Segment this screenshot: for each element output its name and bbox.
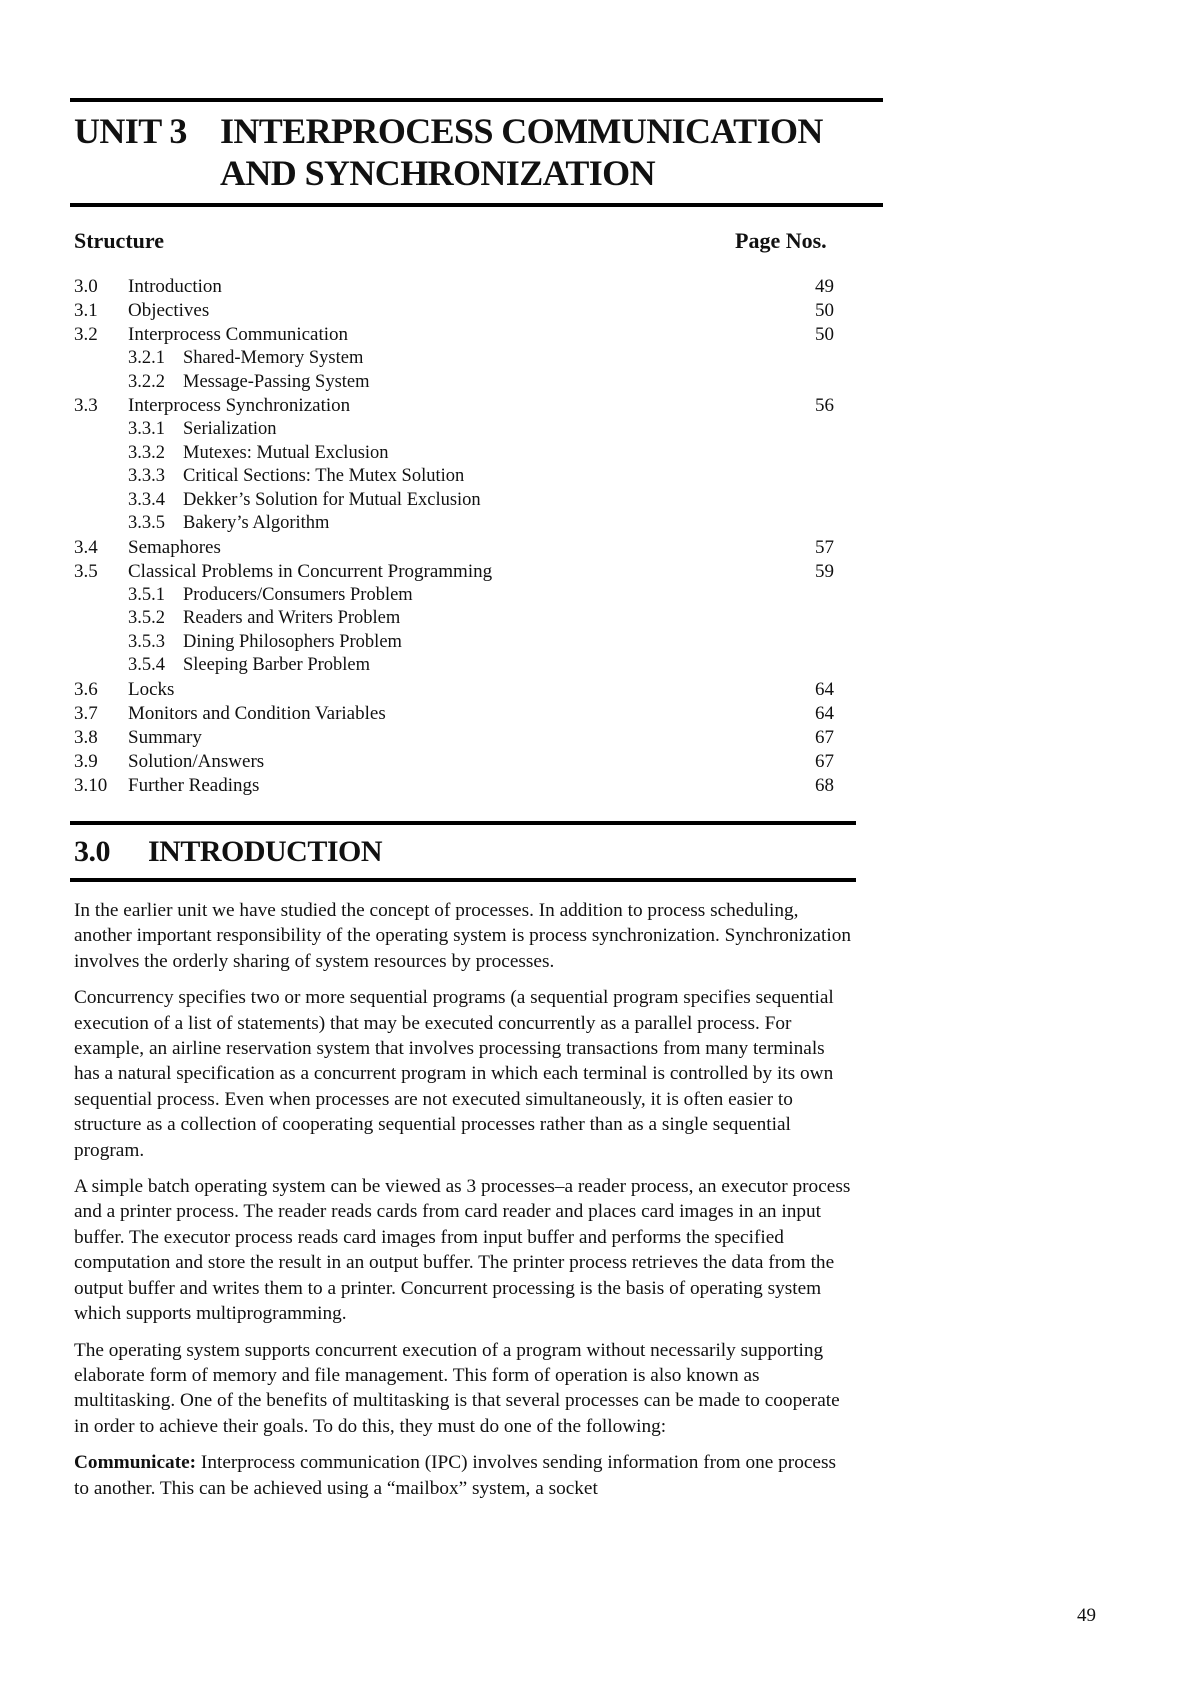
toc-item	[74, 584, 834, 608]
toc-item	[74, 371, 834, 395]
toc-item-number: 3.1	[74, 300, 98, 321]
toc-item	[74, 536, 834, 560]
toc-item-page: 57	[815, 536, 834, 558]
toc-item-title: Locks	[128, 678, 175, 700]
paragraph: A simple batch operating system can be viewed as 3 processes–a reader process, an executor process and a printer process. The reader reads cards from card reader and places card images in an input buffer. The executor process reads card images from input buffer and performs the specified computation and store the result in an output buffer. The printer process retrieves the data from the output buffer and writes them to a printer. Concurrent processing is the basis of operating system which supports multiprogramming.	[74, 1176, 851, 1325]
toc-item-page: 67	[815, 726, 834, 748]
toc-item-number: 3.3.3	[128, 466, 165, 486]
section-title: INTRODUCTION	[148, 835, 383, 868]
toc-item-number: 3.5.1	[128, 584, 165, 605]
toc-item	[74, 489, 834, 513]
toc-item-page: 64	[815, 678, 834, 700]
toc-item-title: Further Readings	[128, 774, 260, 796]
toc-item	[74, 299, 834, 323]
toc-item-title: Classical Problems in Concurrent Programming	[128, 560, 493, 582]
toc-item-title: Interprocess Communication	[128, 324, 349, 345]
toc-item-title: Critical Sections: The Mutex Solution	[183, 466, 465, 486]
paragraph: In the earlier unit we have studied the concept of processes. In addition to process scheduling, another important responsibility of the operating system is process synchronization. Synchronization involves the orderly sharing of system resources by processes.	[74, 900, 851, 972]
toc-item-number: 3.5.3	[128, 631, 165, 652]
toc-item	[74, 750, 834, 774]
toc-item-title: Producers/Consumers Problem	[183, 584, 413, 605]
section-number: 3.0	[74, 835, 110, 868]
toc-item-number: 3.4	[74, 536, 98, 558]
toc-item-title: Objectives	[128, 300, 210, 321]
paragraph: Concurrency specifies two or more sequential programs (a sequential program specifies sequential execution of a list of statements) that may be executed concurrently as a parallel process. For example, an airline reservation system that involves processing transactions from many terminals has a natural specification as a concurrent program in which each terminal is controlled by its own sequential process. Even when processes are not executed simultaneously, it is often easier to structure as a collection of cooperating sequential processes rather than as a single sequential program.	[74, 987, 834, 1161]
toc-item	[74, 702, 834, 726]
toc-item	[74, 654, 834, 678]
toc-item-number: 3.3.5	[128, 513, 165, 533]
toc-item-number: 3.6	[74, 678, 98, 700]
toc-item	[74, 394, 834, 418]
toc-item-title: Bakery’s Algorithm	[183, 513, 330, 533]
toc-item-title: Serialization	[183, 419, 277, 439]
toc-item	[74, 347, 834, 371]
toc-item-number: 3.10	[74, 774, 108, 796]
communicate-text: Interprocess communication (IPC) involves sending information from one process to another. This can be achieved using a “mailbox” system, a socket	[74, 1452, 836, 1499]
toc-item-number: 3.5.4	[128, 655, 165, 675]
toc-item-page: 67	[815, 750, 834, 772]
toc-item	[74, 323, 834, 347]
toc-item-page: 49	[815, 276, 834, 297]
body-text	[74, 898, 852, 1512]
toc-item-page: 68	[815, 774, 834, 796]
unit-title-line-1: INTERPROCESS COMMUNICATION	[220, 111, 823, 151]
top-rule	[70, 98, 883, 102]
toc-item-title: Semaphores	[128, 536, 221, 558]
toc-item	[74, 465, 834, 489]
toc-item-title: Dining Philosophers Problem	[183, 631, 402, 652]
toc-item-page: 50	[815, 300, 834, 321]
heading-bottom-rule	[70, 878, 856, 882]
toc-item-number: 3.2	[74, 324, 98, 345]
toc-item-page: 56	[815, 395, 834, 416]
toc-item-number: 3.5.2	[128, 608, 165, 628]
toc-item-number: 3.0	[74, 276, 98, 297]
toc-item	[74, 678, 834, 702]
toc-item-number: 3.3.2	[128, 442, 165, 463]
toc-item	[74, 560, 834, 584]
toc-item	[74, 607, 834, 631]
toc-item-title: Shared-Memory System	[183, 348, 364, 368]
toc-item-number: 3.3.4	[128, 489, 165, 510]
toc-item-page: 64	[815, 702, 834, 724]
paragraph: The operating system supports concurrent execution of a program without necessarily supporting elaborate form of memory and file management. This form of operation is also known as multitasking. One of the benefits of multitasking is that several processes can be made to cooperate in order to achieve their goals. To do this, they must do one of the following:	[74, 1339, 840, 1437]
toc-item	[74, 275, 834, 299]
toc-item-page: 50	[815, 324, 834, 345]
toc-item-title: Interprocess Synchronization	[128, 395, 351, 416]
toc-item	[74, 512, 834, 536]
communicate-label: Communicate:	[74, 1452, 197, 1474]
toc-item-title: Solution/Answers	[128, 750, 265, 772]
title-bottom-rule	[70, 203, 883, 207]
toc-item	[74, 726, 834, 750]
page-number: 49	[1077, 1605, 1096, 1626]
toc-item-title: Dekker’s Solution for Mutual Exclusion	[183, 489, 481, 510]
unit-title-line-2: AND SYNCHRONIZATION	[220, 153, 655, 193]
toc-item	[74, 442, 834, 466]
toc-item-title: Message-Passing System	[183, 371, 370, 392]
toc-item-title: Sleeping Barber Problem	[183, 655, 371, 675]
toc-item-title: Introduction	[128, 276, 222, 297]
toc-item-number: 3.8	[74, 726, 98, 748]
toc-item	[74, 418, 834, 442]
toc-item-number: 3.7	[74, 702, 98, 724]
table-of-contents	[74, 275, 834, 798]
toc-item-title: Summary	[128, 726, 202, 748]
toc-bottom-rule	[70, 821, 856, 825]
toc-item	[74, 774, 834, 798]
toc-item-title: Mutexes: Mutual Exclusion	[183, 442, 389, 463]
toc-item-number: 3.3	[74, 395, 98, 416]
structure-label: Structure	[74, 228, 165, 253]
toc-item-number: 3.5	[74, 560, 98, 582]
toc-item	[74, 631, 834, 655]
toc-item-title: Monitors and Condition Variables	[128, 702, 386, 724]
toc-item-page: 59	[815, 560, 834, 582]
paragraph	[74, 1450, 852, 1501]
toc-item-title: Readers and Writers Problem	[183, 608, 401, 628]
toc-item-number: 3.3.1	[128, 419, 165, 439]
toc-item-number: 3.2.1	[128, 348, 165, 368]
toc-item-number: 3.9	[74, 750, 98, 772]
toc-item-number: 3.2.2	[128, 371, 165, 392]
page-nos-label: Page Nos.	[735, 228, 827, 253]
unit-number: UNIT 3	[74, 111, 187, 151]
